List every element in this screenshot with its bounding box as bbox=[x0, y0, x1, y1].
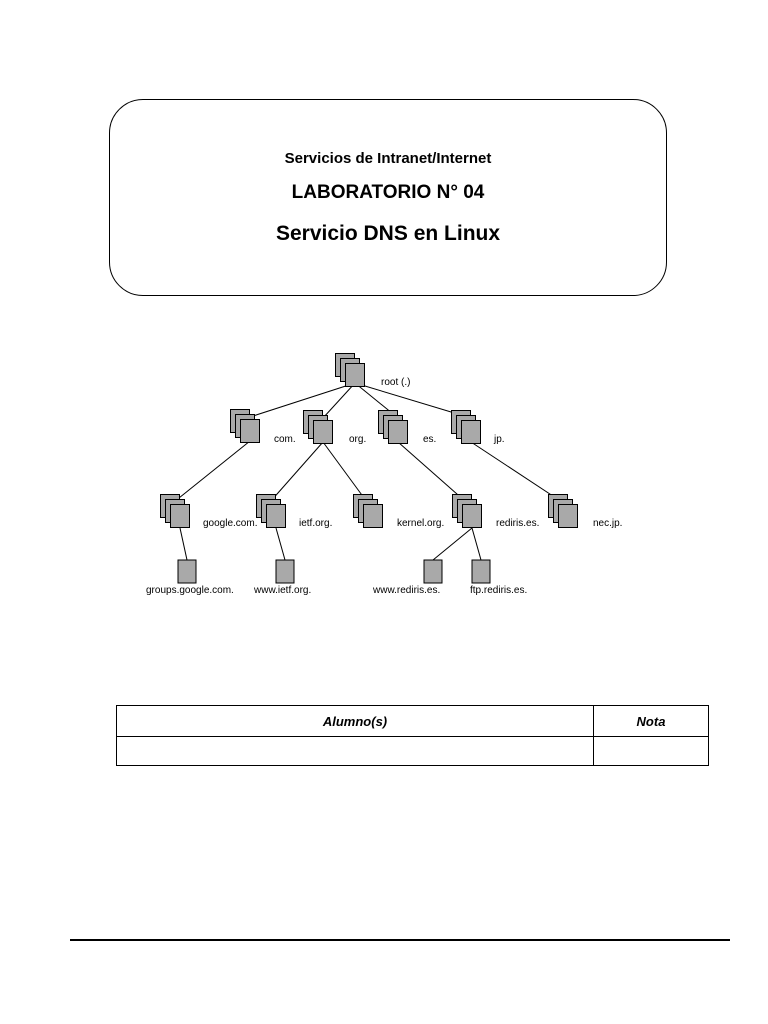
edge-google.com. bbox=[174, 441, 250, 502]
page-sheet bbox=[346, 364, 365, 387]
header-alumnos: Alumno(s) bbox=[117, 706, 594, 737]
page-sheet bbox=[364, 505, 383, 528]
dns-node-host bbox=[472, 560, 490, 583]
dns-node-tld bbox=[452, 411, 481, 444]
page-title: Servicio DNS en Linux bbox=[275, 222, 501, 245]
label-domain: nec.jp. bbox=[593, 518, 623, 529]
edge-ftp.rediris.es. bbox=[472, 528, 481, 560]
edge-www.ietf.org. bbox=[276, 528, 285, 560]
page-sheet bbox=[463, 505, 482, 528]
grade-table bbox=[116, 705, 709, 766]
edge-nec.jp. bbox=[471, 442, 562, 502]
label-tld: jp. bbox=[494, 434, 505, 445]
edge-kernel.org. bbox=[323, 442, 367, 502]
dns-node-host bbox=[276, 560, 294, 583]
edge-rediris.es. bbox=[398, 442, 466, 502]
grade-table-row bbox=[117, 737, 709, 766]
dns-node-domain bbox=[161, 495, 190, 528]
label-host: groups.google.com. bbox=[146, 585, 234, 596]
dns-node-domain bbox=[549, 495, 578, 528]
edge-ietf.org. bbox=[270, 442, 323, 502]
dns-node-domain bbox=[453, 495, 482, 528]
dns-node-tld bbox=[304, 411, 333, 444]
page-sheet bbox=[171, 505, 190, 528]
label-host: www.rediris.es. bbox=[373, 585, 441, 596]
edge-www.rediris.es. bbox=[433, 528, 472, 560]
label-root: root (.) bbox=[381, 377, 411, 388]
course-subtitle: Servicios de Intranet/Internet bbox=[284, 150, 492, 167]
label-host: ftp.rediris.es. bbox=[470, 585, 528, 596]
page-sheet bbox=[389, 421, 408, 444]
edge-groups.google.com. bbox=[180, 528, 187, 560]
label-domain: kernel.org. bbox=[397, 518, 445, 529]
page-sheet bbox=[314, 421, 333, 444]
header-nota: Nota bbox=[594, 706, 709, 737]
page-sheet bbox=[559, 505, 578, 528]
alumnos-cell[interactable] bbox=[117, 737, 594, 766]
page-sheet bbox=[462, 421, 481, 444]
dns-node-tld bbox=[379, 411, 408, 444]
dns-node-host bbox=[424, 560, 442, 583]
dns-node-domain bbox=[354, 495, 383, 528]
label-host: www.ietf.org. bbox=[254, 585, 312, 596]
dns-node-tld bbox=[231, 410, 260, 443]
footer-divider bbox=[70, 939, 730, 941]
page-sheet bbox=[267, 505, 286, 528]
label-domain: google.com. bbox=[203, 518, 258, 529]
label-tld: es. bbox=[423, 434, 437, 445]
grade-table-header-row bbox=[117, 706, 709, 737]
dns-node-root bbox=[336, 354, 365, 387]
page-sheet bbox=[241, 420, 260, 443]
lab-number: LABORATORIO N° 04 bbox=[291, 182, 485, 203]
label-domain: rediris.es. bbox=[496, 518, 540, 529]
label-domain: ietf.org. bbox=[299, 518, 333, 529]
dns-node-domain bbox=[257, 495, 286, 528]
dns-node-host bbox=[178, 560, 196, 583]
nota-cell[interactable] bbox=[594, 737, 709, 766]
label-tld: com. bbox=[274, 434, 296, 445]
label-tld: org. bbox=[349, 434, 367, 445]
